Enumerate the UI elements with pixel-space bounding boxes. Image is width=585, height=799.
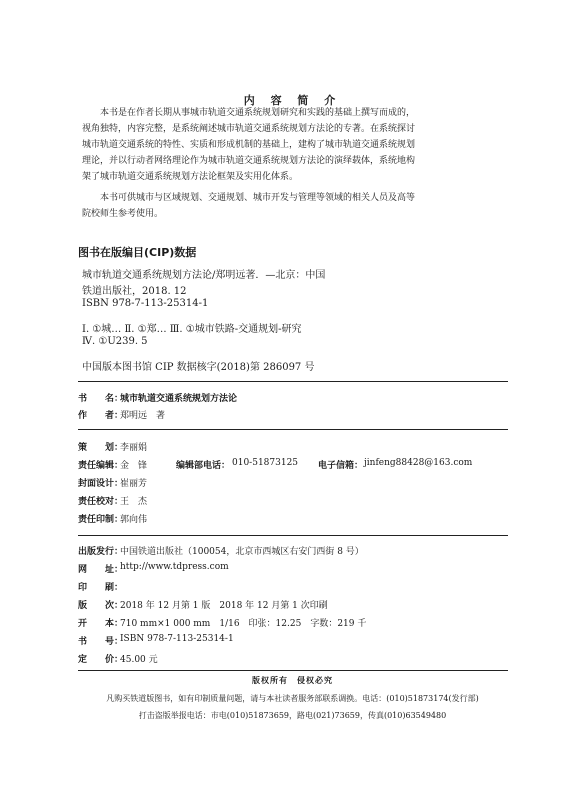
cover-designer-label: 封面设计： bbox=[78, 479, 124, 489]
price-label: 定 价： bbox=[78, 655, 124, 665]
author-label: 作 者： bbox=[78, 411, 124, 421]
book-name-label: 书 名： bbox=[78, 394, 124, 404]
intro-line: 理论，并以行动者网络理论作为城市轨道交通系统规划方法论的演绎载体，系统地构 bbox=[82, 156, 416, 166]
intro-line: 架了城市轨道交通系统规划方法论框架及实用化体系。 bbox=[82, 172, 299, 182]
office-phone: 010-51873125 bbox=[232, 458, 299, 468]
proofreader: 王 杰 bbox=[120, 497, 148, 507]
website-label: 网 址： bbox=[78, 565, 124, 575]
planner: 李丽娟 bbox=[120, 443, 148, 453]
cover-designer: 崔丽芳 bbox=[120, 479, 148, 489]
divider bbox=[78, 429, 508, 430]
intro-line: 城市轨道交通系统的特性、实质和形成机制的基础上，建构了城市轨道交通系统规划 bbox=[82, 140, 416, 150]
proofreader-label: 责任校对： bbox=[78, 497, 124, 507]
divider bbox=[78, 381, 508, 382]
service-notice: 凡购买铁道版图书，如有印制质量问题，请与本社读者服务部联系调换。电话：(010)51873174(发行部) bbox=[106, 694, 479, 703]
intro-line: 视角独特，内容完整，是系统阐述城市轨道交通系统规划方法论的专著。在系统探讨 bbox=[82, 124, 416, 134]
cip-line: 铁道出版社，2018. 12 bbox=[82, 286, 187, 297]
editor: 金 锋 bbox=[120, 461, 148, 471]
format-label: 开 本： bbox=[78, 619, 124, 629]
divider bbox=[78, 670, 508, 671]
edition: 2018 年 12 月第 1 版 2018 年 12 月第 1 次印刷 bbox=[120, 601, 328, 611]
email-label: 电子信箱： bbox=[318, 461, 364, 471]
isbn-label: 书 号： bbox=[78, 637, 124, 647]
price: 45.00 元 bbox=[120, 655, 158, 665]
cip-line: Ⅳ. ①U239. 5 bbox=[82, 336, 148, 347]
format: 710 mm×1 000 mm 1/16 印张：12.25 字数：219 千 bbox=[120, 619, 367, 629]
book-name: 城市轨道交通系统规划方法论 bbox=[120, 394, 238, 404]
piracy-report-notice: 打击盗版举报电话：市电(010)51873659，路电(021)73659，传真(010)63549480 bbox=[138, 711, 447, 720]
print-manager-label: 责任印制： bbox=[78, 515, 124, 525]
email: jinfeng88428@163.com bbox=[364, 458, 473, 468]
intro-title: 内 容 简 介 bbox=[243, 94, 342, 107]
cip-line: Ⅰ. ①城… Ⅱ. ①郑… Ⅲ. ①城市铁路-交通规划-研究 bbox=[82, 324, 302, 335]
isbn: ISBN 978-7-113-25314-1 bbox=[120, 634, 234, 644]
intro-line: 院校师生参考使用。 bbox=[82, 209, 164, 219]
copyright-notice: 版权所有 侵权必究 bbox=[252, 675, 333, 685]
website: http://www.tdpress.com bbox=[120, 562, 229, 572]
publisher-label: 出版发行： bbox=[78, 547, 124, 557]
cip-line: 城市轨道交通系统规划方法论/郑明远著．—北京：中国 bbox=[82, 270, 326, 281]
cip-heading: 图书在版编目(CIP)数据 bbox=[78, 246, 197, 259]
author: 郑明远 著 bbox=[120, 411, 166, 421]
editor-label: 责任编辑： bbox=[78, 461, 124, 471]
intro-line: 本书可供城市与区域规划、交通规划、城市开发与管理等领域的相关人员及高等 bbox=[100, 193, 416, 203]
divider bbox=[78, 535, 508, 536]
cip-line: ISBN 978-7-113-25314-1 bbox=[82, 298, 209, 309]
cip-record-number: 中国版本图书馆 CIP 数据核字(2018)第 286097 号 bbox=[82, 362, 315, 373]
intro-line: 本书是在作者长期从事城市轨道交通系统规划研究和实践的基础上撰写而成的， bbox=[100, 108, 416, 118]
print-manager: 郭向伟 bbox=[120, 515, 148, 525]
office-phone-label: 编辑部电话： bbox=[176, 461, 231, 471]
printer-label: 印 刷： bbox=[78, 583, 124, 593]
publisher: 中国铁道出版社（100054，北京市西城区右安门西街 8 号） bbox=[120, 547, 364, 557]
planner-label: 策 划： bbox=[78, 443, 124, 453]
edition-label: 版 次： bbox=[78, 601, 124, 611]
